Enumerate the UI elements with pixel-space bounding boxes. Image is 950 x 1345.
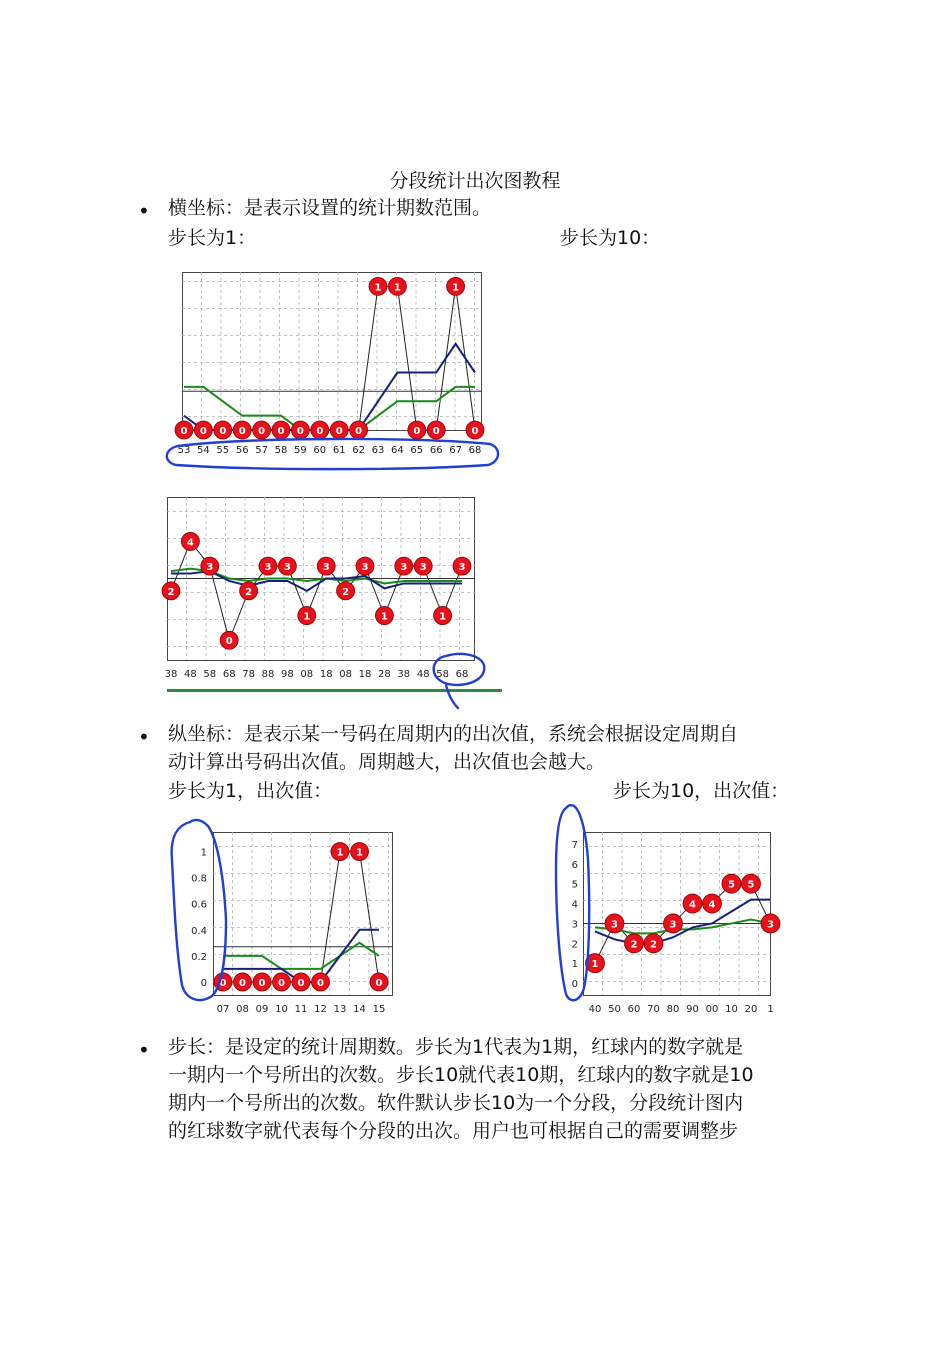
ball-value-label: 0 (258, 426, 266, 437)
x-tick-label: 38 (397, 669, 411, 680)
ball-value-label: 0 (219, 977, 227, 989)
y-tick-label: 0.4 (191, 925, 207, 937)
x-tick-label: 12 (314, 1004, 327, 1015)
ball-value-label: 2 (342, 586, 350, 598)
x-tick-label: 65 (410, 445, 424, 456)
ball-value-label: 0 (180, 426, 188, 437)
x-tick-label: 64 (391, 445, 404, 456)
ball-value-label: 3 (458, 562, 466, 574)
ball-value-label: 0 (316, 426, 324, 437)
ball-value-label: 0 (199, 426, 207, 437)
annotation-circle-y-ticks-1 (172, 820, 226, 1000)
x-tick-label: 1 (767, 1004, 774, 1015)
ball-value-label: 0 (432, 426, 440, 437)
x-tick-label: 13 (333, 1004, 347, 1015)
ball-value-label: 4 (689, 899, 696, 911)
ball-value-label: 1 (393, 282, 401, 294)
bullet-marker: • (138, 725, 150, 749)
ball-value-label: 1 (439, 611, 447, 623)
x-tick-label: 68 (468, 445, 482, 456)
x-tick-label: 61 (332, 445, 346, 456)
x-tick-label: 10 (725, 1004, 738, 1015)
ball-value-label: 3 (322, 562, 330, 574)
x-tick-label: 40 (588, 1004, 602, 1015)
x-tick-label: 58 (274, 445, 288, 456)
x-tick-label: 78 (242, 669, 255, 680)
ball-value-label: 3 (419, 562, 427, 574)
ball-value-label: 0 (297, 977, 305, 989)
ball-value-label: 0 (413, 426, 421, 437)
x-tick-label: 20 (744, 1004, 758, 1015)
ball-value-label: 4 (708, 899, 716, 911)
ball-value-label: 3 (611, 919, 618, 931)
ball-value-label: 1 (452, 282, 460, 294)
x-tick-label: 50 (608, 1004, 621, 1015)
label-step-1-count: 步长为1，出次值： (168, 780, 333, 802)
x-tick-label: 60 (627, 1004, 641, 1015)
ball-value-label: 0 (355, 426, 363, 437)
y-tick-label: 0.8 (191, 873, 207, 885)
ball-value-label: 3 (400, 562, 408, 574)
ball-value-label: 0 (335, 426, 343, 437)
y-tick-label: 0.2 (191, 951, 207, 963)
x-tick-label: 15 (372, 1004, 386, 1015)
x-tick-label: 07 (216, 1004, 230, 1015)
ball-value-label: 2 (245, 586, 253, 598)
x-tick-label: 48 (416, 669, 430, 680)
x-tick-label: 55 (216, 445, 230, 456)
paragraph-line: 动计算出号码出次值。周期越大，出次值也会越大。 (168, 751, 606, 773)
x-tick-label: 63 (371, 445, 385, 456)
ball-value-label: 1 (356, 847, 363, 859)
x-tick-label: 58 (203, 669, 217, 680)
ball-value-label: 0 (238, 426, 246, 437)
x-tick-label: 58 (436, 669, 449, 680)
ball-value-label: 0 (471, 426, 479, 437)
ball-value-label: 1 (380, 611, 388, 623)
ball-value-label: 4 (186, 537, 194, 549)
ball-value-label: 5 (728, 879, 735, 891)
x-tick-label: 28 (378, 669, 391, 680)
x-tick-label: 88 (261, 669, 275, 680)
x-tick-label: 18 (358, 669, 372, 680)
label-step-10-count: 步长为10，出次值： (613, 780, 790, 802)
page-title: 分段统计出次图教程 (389, 170, 561, 192)
x-tick-label: 09 (255, 1004, 269, 1015)
x-tick-label: 18 (319, 669, 333, 680)
x-tick-label: 08 (339, 669, 352, 680)
ball-value-label: 2 (630, 939, 638, 951)
x-tick-label: 11 (294, 1004, 308, 1015)
bullet-marker: • (138, 199, 150, 223)
ball-value-label: 5 (747, 879, 755, 891)
ball-value-label: 1 (303, 611, 311, 623)
annotation-circle-y-ticks-2 (556, 805, 589, 1000)
x-tick-label: 38 (164, 669, 178, 680)
x-tick-label: 60 (313, 445, 327, 456)
ball-value-label: 2 (650, 939, 657, 951)
x-tick-label: 54 (197, 445, 210, 456)
ball-value-label: 3 (264, 562, 272, 574)
ball-value-label: 1 (336, 847, 344, 859)
x-tick-label: 56 (235, 445, 249, 456)
y-tick-label: 0.6 (191, 899, 207, 911)
ball-value-label: 1 (374, 282, 382, 294)
annotation-circle-x-labels-2 (434, 654, 485, 708)
ball-value-label: 3 (283, 562, 291, 574)
ball-value-label: 0 (296, 426, 304, 437)
x-tick-label: 53 (177, 445, 191, 456)
y-tick-label: 7 (571, 839, 578, 851)
x-tick-label: 08 (300, 669, 314, 680)
x-tick-label: 68 (222, 669, 236, 680)
x-tick-label: 48 (184, 669, 197, 680)
ball-value-label: 0 (225, 636, 233, 648)
label-step-10: 步长为10： (560, 227, 661, 249)
y-tick-label: 0 (571, 979, 578, 991)
y-tick-label: 5 (571, 879, 578, 891)
x-tick-label: 10 (275, 1004, 288, 1015)
x-tick-label: 70 (647, 1004, 660, 1015)
x-tick-label: 62 (352, 445, 365, 456)
x-tick-label: 14 (353, 1004, 366, 1015)
x-tick-label: 00 (705, 1004, 719, 1015)
ball-value-label: 3 (767, 919, 774, 931)
ball-value-label: 3 (361, 562, 369, 574)
y-tick-label: 2 (571, 939, 578, 951)
ball-value-label: 0 (239, 977, 246, 989)
ball-value-label: 0 (219, 426, 227, 437)
ball-value-label: 1 (591, 959, 599, 971)
paragraph-line: 一期内一个号所出的次数。步长10就代表10期，红球内的数字就是10 (168, 1064, 754, 1086)
paragraph-line: 步长：是设定的统计周期数。步长为1代表为1期，红球内的数字就是 (168, 1036, 744, 1058)
y-tick-label: 3 (571, 919, 578, 931)
paragraph-line: 的红球数字就代表每个分段的出次。用户也可根据自己的需要调整步 (168, 1120, 739, 1142)
section-heading-x-axis: 横坐标：是表示设置的统计期数范围。 (168, 197, 492, 219)
y-tick-label: 4 (571, 899, 578, 911)
x-tick-label: 57 (255, 445, 268, 456)
ball-value-label: 0 (278, 977, 285, 989)
x-tick-label: 68 (455, 669, 469, 680)
ball-value-label: 0 (258, 977, 266, 989)
x-tick-label: 08 (236, 1004, 249, 1015)
ball-value-label: 0 (375, 977, 383, 989)
ball-value-label: 2 (167, 586, 175, 598)
y-tick-label: 0 (200, 977, 207, 989)
x-tick-label: 59 (294, 445, 307, 456)
paragraph-line: 期内一个号所出的次数。软件默认步长10为一个分段，分段统计图内 (168, 1092, 744, 1114)
x-tick-label: 98 (281, 669, 294, 680)
x-tick-label: 67 (449, 445, 462, 456)
y-tick-label: 6 (571, 859, 578, 871)
y-tick-label: 1 (571, 959, 578, 971)
bullet-marker: • (138, 1038, 150, 1062)
annotation-circle-x-labels-1 (167, 439, 498, 469)
ball-value-label: 3 (669, 919, 677, 931)
x-tick-label: 80 (666, 1004, 680, 1015)
y-tick-label: 1 (200, 847, 207, 859)
label-step-1: 步长为1： (168, 227, 257, 249)
paragraph-line: 纵坐标：是表示某一号码在周期内的出次值，系统会根据设定周期自 (168, 723, 739, 745)
ball-value-label: 0 (317, 977, 324, 989)
ball-value-label: 3 (206, 562, 214, 574)
x-tick-label: 66 (429, 445, 443, 456)
ball-value-label: 0 (277, 426, 285, 437)
x-tick-label: 90 (686, 1004, 699, 1015)
